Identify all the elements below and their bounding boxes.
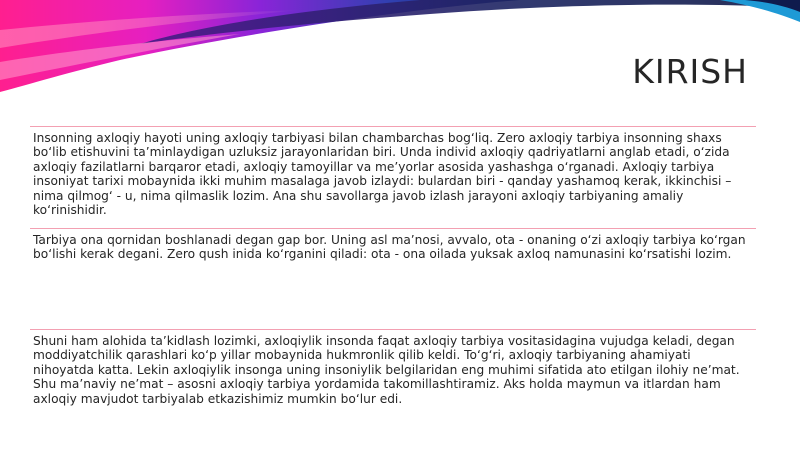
slide-title: KIRISH bbox=[632, 52, 748, 91]
paragraph-2: Tarbiya ona qornidan boshlanadi degan gap bor. Uning asl ma’nosi, avvalo, ota - onaning o‘zi axloqiy tarbiya ko‘rgan bo‘lishi kerak degani. Zero qush inida ko‘rganini qiladi: ota - ona oilada yuksak axloq namunasini ko‘rsatishi lozim. bbox=[33, 233, 746, 262]
divider-line bbox=[30, 329, 756, 330]
divider-line bbox=[30, 126, 756, 127]
paragraph-1: Insonning axloqiy hayoti uning axloqiy tarbiyasi bilan chambarchas bog‘liq. Zero axloqiy tarbiya insonning shaxs bo‘lib etishuvini ta’minlaydigan uzluksiz jarayonlaridan biri. Unda individ axloqiy qadriyatlarni anglab etadi, o‘zida axloqiy fazilatlarni barqaror etadi, axloqiy tamoyillar va me’yorlar asosida yashashga o‘rganadi. Axloqiy tarbiya insoniyat tarixi mobaynida ikki muhim masalaga javob izlaydi: bulardan biri - qanday yashamoq kerak, ikkinchisi – nima qilmog‘ - u, nima qilmaslik lozim. Ana shu savollarga javob izlash jarayoni axloqiy tarbiyaning amaliy ko‘rinishidir. bbox=[33, 131, 732, 218]
divider-line bbox=[30, 228, 756, 229]
paragraph-3: Shuni ham alohida ta’kidlash lozimki, axloqiylik insonda faqat axloqiy tarbiya vositasidagina vujudga keladi, degan moddiyatchilik qarashlari ko‘p yillar mobaynida hukmronlik qilib keldi. To‘g‘ri, axloqiy tarbiyaning ahamiyati nihoyatda katta. Lekin axloqiylik insonga uning insoniylik belgilaridan eng muhimi sifatida ato etilgan ilohiy ne’mat. Shu ma’naviy ne’mat – asosni axloqiy tarbiya yordamida takomillashtiramiz. Aks holda maymun va itlardan ham axloqiy mavjudot tarbiyalab etkazishimiz mumkin bo‘lur edi. bbox=[33, 334, 740, 406]
